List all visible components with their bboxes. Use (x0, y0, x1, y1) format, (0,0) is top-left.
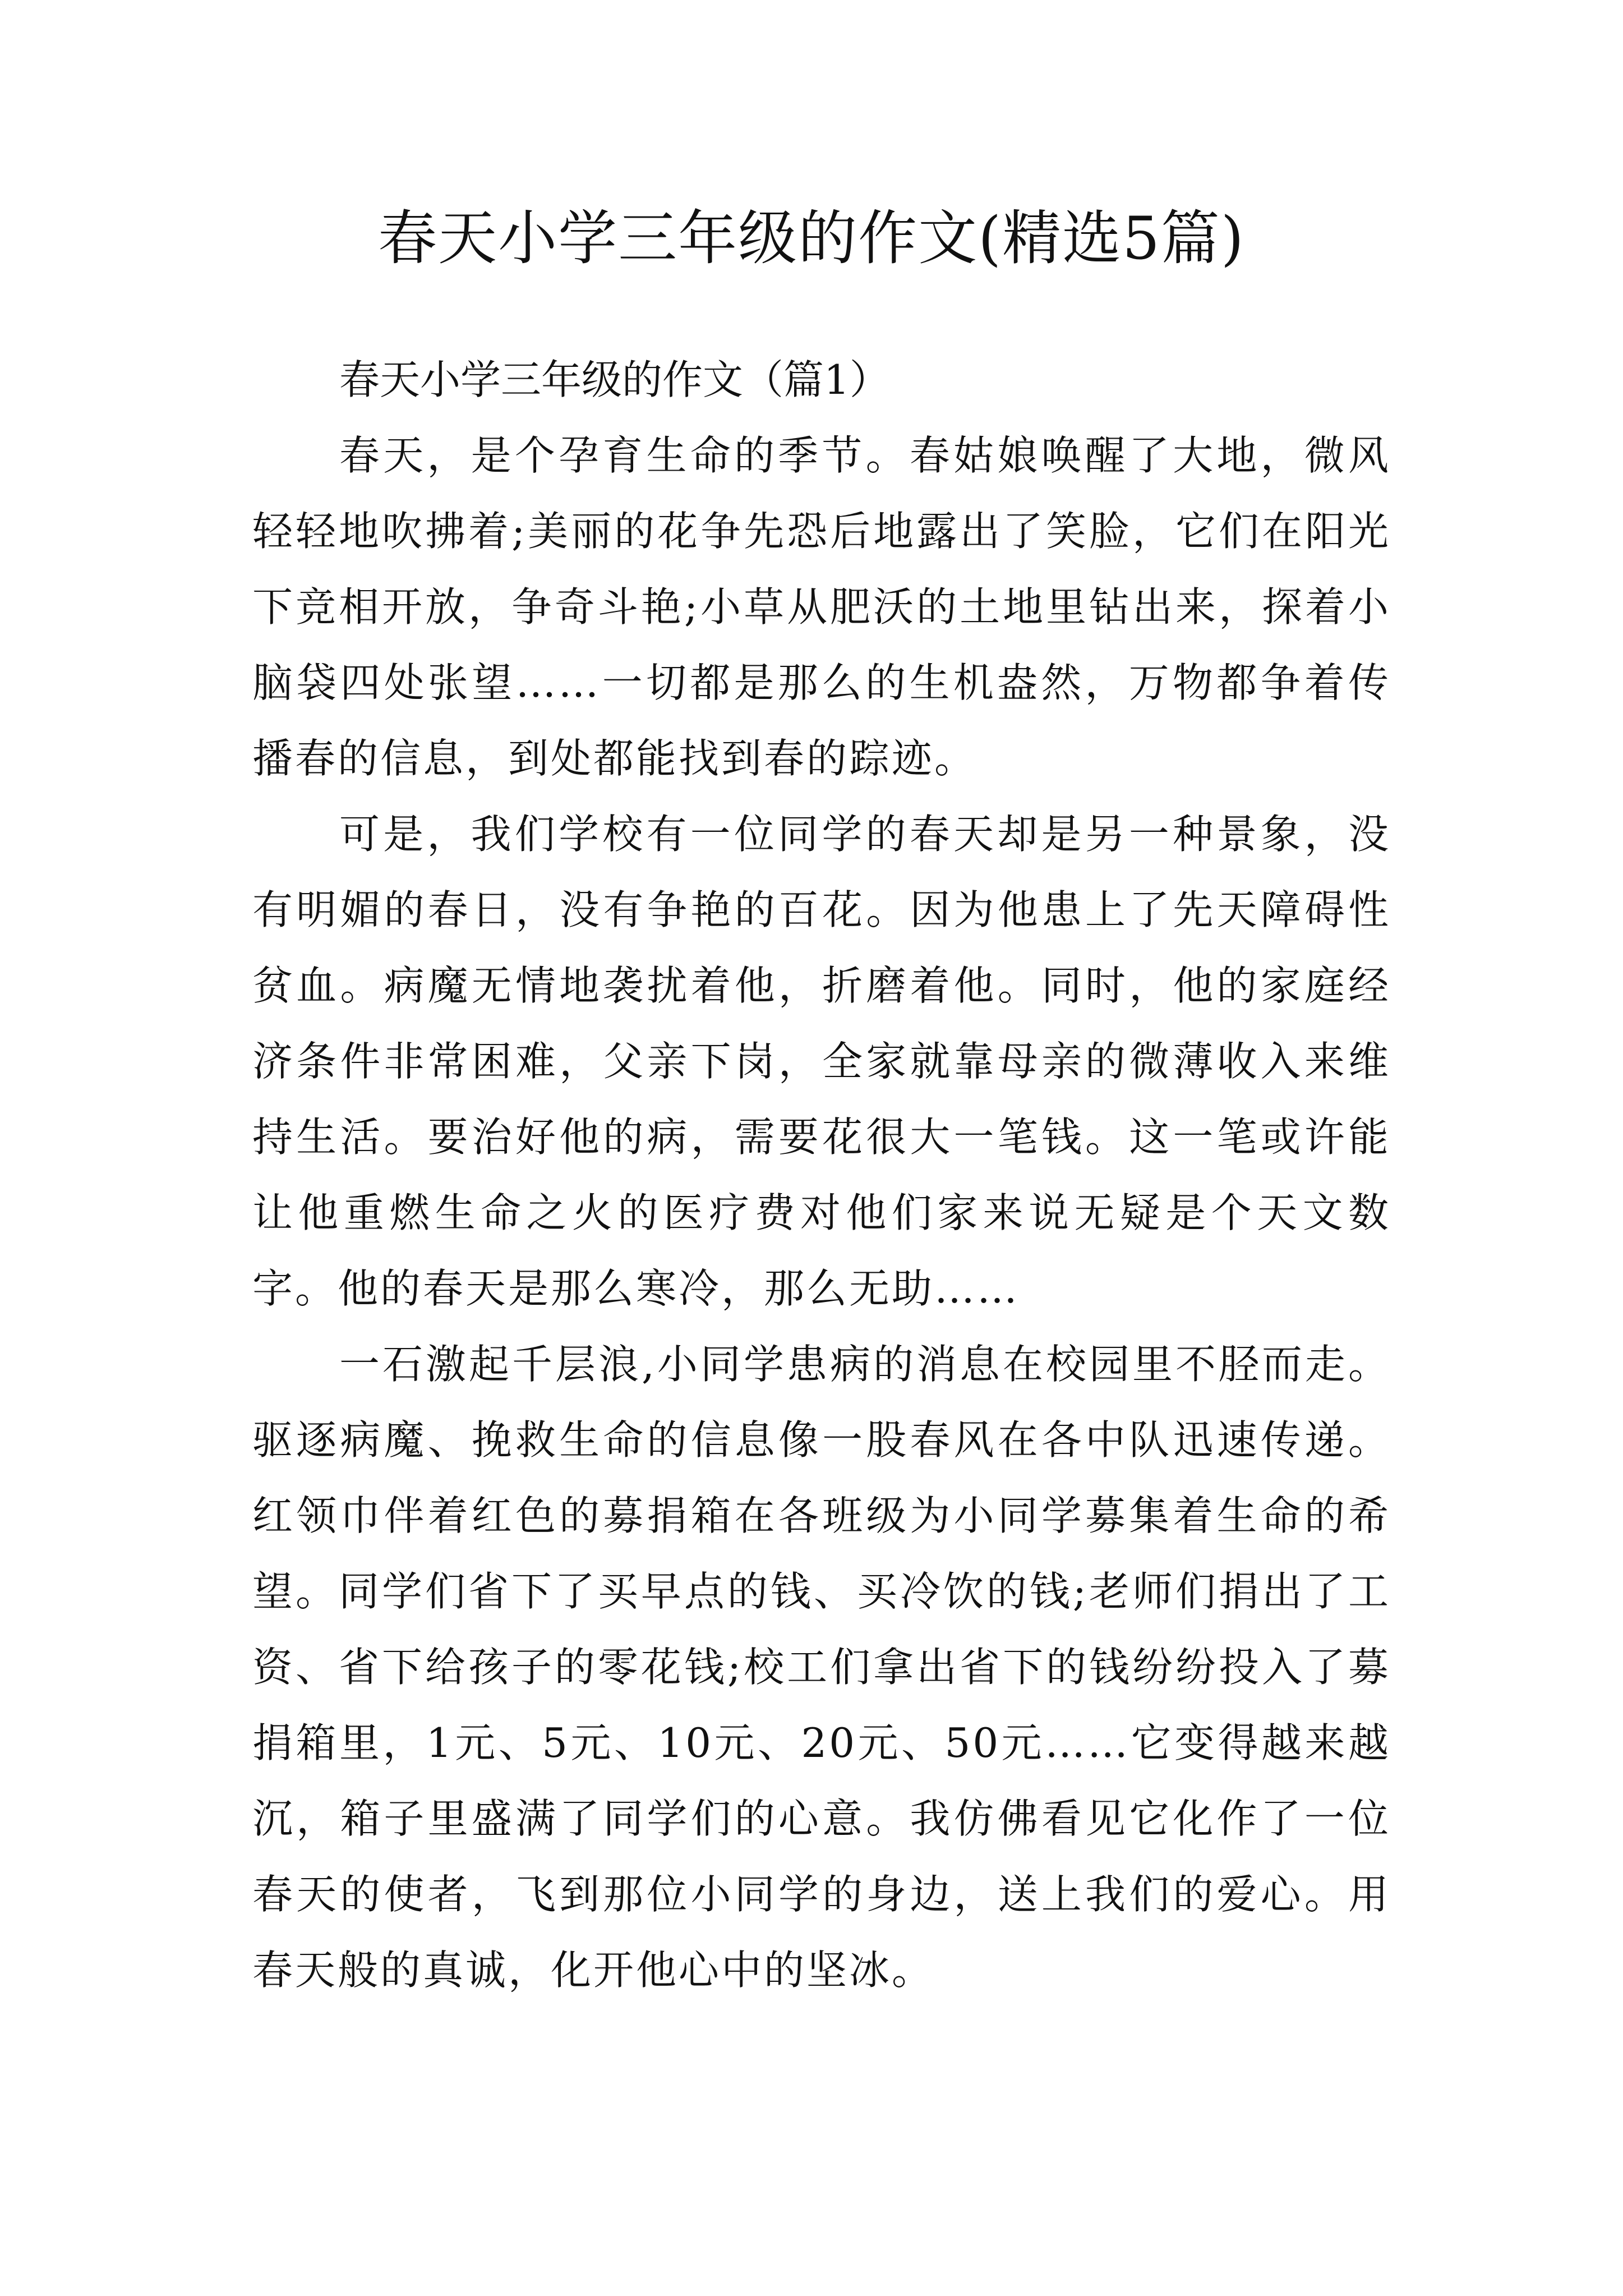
document-title: 春天小学三年级的作文(精选5篇) (378, 204, 1245, 273)
document-body (252, 342, 1391, 2008)
paragraph-2: 可是，我们学校有一位同学的春天却是另一种景象，没有明媚的春日，没有争艳的百花。因为他患上了先天障碍性贫血。病魔无情地袭扰着他，折磨着他。同时，他的家庭经济条件非常困难，父亲下岗，全家就靠母亲的微薄收入来维持生活。要治好他的病，需要花很大一笔钱。这一笔或许能让他重燃生命之火的医疗费对他们家来说无疑是个天文数字。他的春天是那么寒冷，那么无助…… (252, 811, 1391, 1312)
paragraph-3: 一石激起千层浪,小同学患病的消息在校园里不胫而走。驱逐病魔、挽救生命的信息像一股春风在各中队迅速传递。红领巾伴着红色的募捐箱在各班级为小同学募集着生命的希望。同学们省下了买早点的钱、买冷饮的钱;老师们捐出了工资、省下给孩子的零花钱;校工们拿出省下的钱纷纷投入了募捐箱里，1元、5元、10元、20元、50元……它变得越来越沉，箱子里盛满了同学们的心意。我仿佛看见它化作了一位春天的使者，飞到那位小同学的身边，送上我们的爱心。用春天般的真诚，化开他心中的坚冰。 (252, 1341, 1391, 1994)
paragraph-1: 春天，是个孕育生命的季节。春姑娘唤醒了大地，微风轻轻地吹拂着;美丽的花争先恐后地露出了笑脸，它们在阳光下竞相开放，争奇斗艳;小草从肥沃的土地里钻出来，探着小脑袋四处张望……一切都是那么的生机盎然，万物都争着传播春的信息，到处都能找到春的踪迹。 (252, 432, 1391, 782)
section-heading: 春天小学三年级的作文（篇1） (339, 356, 890, 403)
